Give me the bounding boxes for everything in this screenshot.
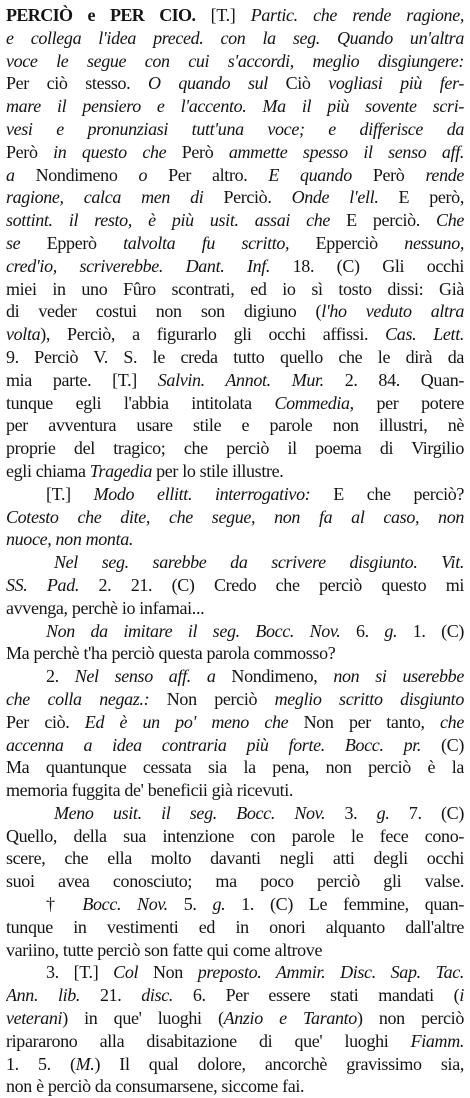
text-run: Però (351, 164, 426, 185)
text-line (6, 483, 464, 506)
text-line (6, 141, 464, 164)
text-run: scere, che ella molto davanti negli atti degli occhi (6, 848, 464, 869)
text-line (6, 939, 464, 962)
text-run: Non per tanto, (288, 711, 441, 732)
italic-run: o (138, 164, 148, 185)
text-run: 18. (C) Gli occhi (270, 255, 464, 276)
text-run: tunque in vestimenti ed in onori alquanto dall'altre (6, 916, 464, 937)
text-line (6, 392, 464, 415)
italic-run: nuoce, non monta. (6, 529, 134, 550)
text-run: [T.] (46, 483, 94, 504)
text-run: [T.] (195, 5, 251, 25)
text-run: per lo stile illustre. (151, 460, 284, 481)
text-run: Ciò (267, 73, 329, 94)
text-line (6, 711, 464, 734)
italic-run: voce le segue con cui s'accordi, meglio disgiungere: (6, 50, 464, 71)
text-run: 1. (C) (397, 620, 464, 641)
text-run: memoria fuggita de' beneficii già ricevuti. (6, 780, 294, 801)
text-run: 21. (80, 985, 142, 1006)
italic-run: mare il pensiero e l'accento. Ma il più sovente scri- (6, 96, 464, 117)
italic-run: Cotesto che dite, che segue, non fa al caso, non (6, 506, 464, 527)
text-run: 9. Perciò V. S. le creda tutto quello che le dirà da (6, 346, 464, 367)
text-line (6, 825, 464, 848)
text-run: Non (138, 962, 198, 983)
text-line (6, 346, 464, 369)
italic-run: Salvin. Annot. Mur. (157, 369, 324, 390)
text-line (6, 597, 464, 620)
text-run: 3. (325, 802, 377, 823)
text-run: Ma quantunque cessata sia la pena, non perciò è la (6, 757, 464, 778)
text-run: (C) (421, 734, 464, 755)
text-line (6, 50, 464, 73)
text-run: Per altro. (147, 164, 269, 185)
text-line (6, 551, 464, 574)
italic-run: se (6, 232, 21, 253)
italic-run: O quando sul (148, 73, 268, 94)
text-run: Per ciò. (6, 711, 85, 732)
text-run: 2. (46, 666, 75, 687)
text-run: avvenga, perchè io infamai... (6, 597, 205, 618)
text-line (6, 916, 464, 939)
italic-run: Col (113, 962, 139, 983)
italic-run: E quando (268, 164, 352, 185)
italic-run: Ann. lib. (6, 985, 81, 1006)
italic-run: g. (384, 620, 398, 641)
italic-run: Cas. Lett. (385, 324, 464, 345)
text-run: Per ciò stesso. (6, 73, 149, 94)
italic-run: Non da imitare il seg. Bocc. Nov. (46, 620, 341, 641)
italic-run: Tragedia (89, 460, 152, 481)
text-run: 2. 84. Quan- (323, 369, 464, 390)
italic-run: accenna a idea contraria più forte. Bocc. pr. (6, 734, 422, 755)
text-run: 1. 5. ( (6, 1053, 76, 1074)
text-line (6, 232, 464, 255)
text-run: 7. (C) (389, 802, 464, 823)
text-run: 6. (340, 620, 385, 641)
text-line (6, 72, 464, 95)
text-run: 5. (167, 894, 213, 915)
text-line (6, 620, 464, 643)
text-line (6, 4, 464, 27)
text-run: Epperciò (289, 232, 405, 253)
text-run: E perciò. (330, 210, 437, 231)
italic-run: Nel seg. sarebbe da scrivere disgiunto. Vit. (54, 552, 464, 573)
text-run: non è perciò da consumarsene, siccome fai. (6, 1076, 305, 1097)
text-run: suoi avea conosciuto; ma poco perciò gli valse. (6, 871, 464, 892)
text-run: Perciò. (203, 187, 292, 208)
italic-run: cred'io, scriverebbe. Dant. Inf. (6, 255, 271, 276)
text-line (6, 642, 464, 665)
text-line (6, 437, 464, 460)
headword: PERCIÒ e PER CIO. (6, 5, 196, 25)
text-line (6, 1007, 464, 1030)
italic-run: Anzio e Taranto (223, 1008, 357, 1029)
text-line (6, 847, 464, 870)
text-line (6, 961, 464, 984)
italic-run: l'ho veduto altra (321, 301, 464, 322)
italic-run: e collega l'idea preced. con la seg. Quando un'altra (6, 27, 464, 48)
text-line (6, 209, 464, 232)
text-run: 1. (C) Le femmine, quan- (225, 894, 464, 915)
text-line (6, 984, 464, 1007)
italic-run: volta (6, 324, 41, 345)
text-run: per avventura usare stile e parole non illustri, nè (6, 415, 464, 436)
text-run: ) non perciò (356, 1008, 464, 1029)
text-run: Epperò (20, 232, 124, 253)
italic-run: preposto. Ammir. Disc. Sap. Tac. (197, 962, 464, 983)
text-run: 3. [T.] (46, 962, 114, 983)
text-line (6, 506, 464, 529)
text-line (6, 734, 464, 757)
italic-run: veterani (6, 1008, 63, 1029)
italic-run: Fiamm. (410, 1030, 464, 1051)
italic-run: rende (425, 164, 464, 185)
italic-run: M. (75, 1053, 95, 1074)
italic-run: vogliasi più fer- (328, 73, 464, 94)
text-run: miei in uno Fûro scontrati, ed io sì tosto dissi: Già (6, 278, 464, 299)
text-run: variino, tutte perciò son fatte qui come altrove (6, 939, 323, 960)
italic-run: Bocc. Nov. (82, 894, 168, 915)
text-run: Nondimeno (14, 164, 139, 185)
text-run: E che perciò? (310, 483, 464, 504)
text-run: ), Perciò, a figurarlo gli occhi affissi. (40, 324, 386, 345)
text-run: Non perciò (149, 688, 275, 709)
text-line (6, 1075, 464, 1098)
italic-run: g. (376, 802, 390, 823)
italic-run: che (440, 711, 464, 732)
italic-run: ragione, calca men di (6, 187, 204, 208)
text-line (6, 756, 464, 779)
italic-run: in questo che (53, 141, 167, 162)
text-run: tunque egli l'abbia intitolata (6, 392, 275, 413)
text-line (6, 528, 464, 551)
text-line (6, 300, 464, 323)
italic-run: SS. Pad. (6, 574, 79, 595)
text-line (6, 1030, 464, 1053)
italic-run: sottint. il resto, è più usit. assai che (6, 210, 331, 231)
text-run: di veder costui non son digiuno ( (6, 301, 322, 322)
text-run: Però (166, 141, 229, 162)
text-line (6, 95, 464, 118)
text-line (6, 414, 464, 437)
italic-run: nessuno, (404, 232, 464, 253)
text-line (6, 323, 464, 346)
text-line (6, 802, 464, 825)
italic-run: Partic. che rende ragione, (250, 5, 464, 25)
text-line (6, 255, 464, 278)
italic-run: vesi e pronunziasi tutt'una voce; e differisce da (6, 118, 464, 139)
italic-run: Nel senso aff. a (74, 666, 216, 687)
text-line (6, 186, 464, 209)
text-run: 2. 21. (C) Credo che perciò questo mi (79, 574, 464, 595)
text-run: E però, (378, 187, 464, 208)
italic-run: i (459, 985, 464, 1006)
text-line (6, 164, 464, 187)
text-run: Ma perchè t'ha perciò questa parola commosso? (6, 643, 336, 664)
italic-run: Ed è un po' meno che (84, 711, 289, 732)
text-run: 6. Per essere stati mandati ( (173, 985, 460, 1006)
text-run: Quello, della sua intenzione con parole le fece cono- (6, 825, 464, 846)
text-run: proprie del tragico; che perciò il poema di Virgilio (6, 438, 464, 459)
italic-run: g. (212, 894, 226, 915)
italic-run: ammette spesso il senso aff. (228, 141, 464, 162)
text-line (6, 870, 464, 893)
italic-run: non si userebbe (333, 666, 464, 687)
text-line (6, 118, 464, 141)
italic-run: che colla negaz.: (6, 688, 150, 709)
text-line (6, 574, 464, 597)
italic-run: Onde l'ell. (291, 187, 379, 208)
text-run: egli chiama (6, 460, 90, 481)
italic-run: meglio scritto disgiunto (274, 688, 464, 709)
text-line (6, 893, 464, 916)
text-line (6, 779, 464, 802)
text-line (6, 1053, 464, 1076)
italic-run: Commedia (274, 392, 350, 413)
italic-run: Meno usit. il seg. Bocc. Nov. (54, 802, 326, 823)
text-run: ) Il qual dolore, ancorchè gravissimo sia, (94, 1053, 464, 1074)
text-run: † (46, 894, 83, 915)
italic-run: Che (436, 210, 464, 231)
text-run: ripararono alla disabitazione di que' luoghi (6, 1030, 411, 1051)
text-run: ) in que' luoghi ( (62, 1008, 224, 1029)
text-run: Nondimeno, (215, 666, 334, 687)
text-run: mia parte. [T.] (6, 369, 158, 390)
text-run: , per potere (349, 392, 464, 413)
text-line (6, 27, 464, 50)
text-line (6, 460, 464, 483)
italic-run: Modo ellitt. interrogativo: (93, 483, 311, 504)
text-line (6, 369, 464, 392)
text-line (6, 688, 464, 711)
text-line (6, 665, 464, 688)
italic-run: disc. (141, 985, 174, 1006)
italic-run: talvolta fu scritto, (123, 232, 290, 253)
text-line (6, 278, 464, 301)
italic-run: a (6, 164, 15, 185)
text-run: Però (6, 141, 54, 162)
